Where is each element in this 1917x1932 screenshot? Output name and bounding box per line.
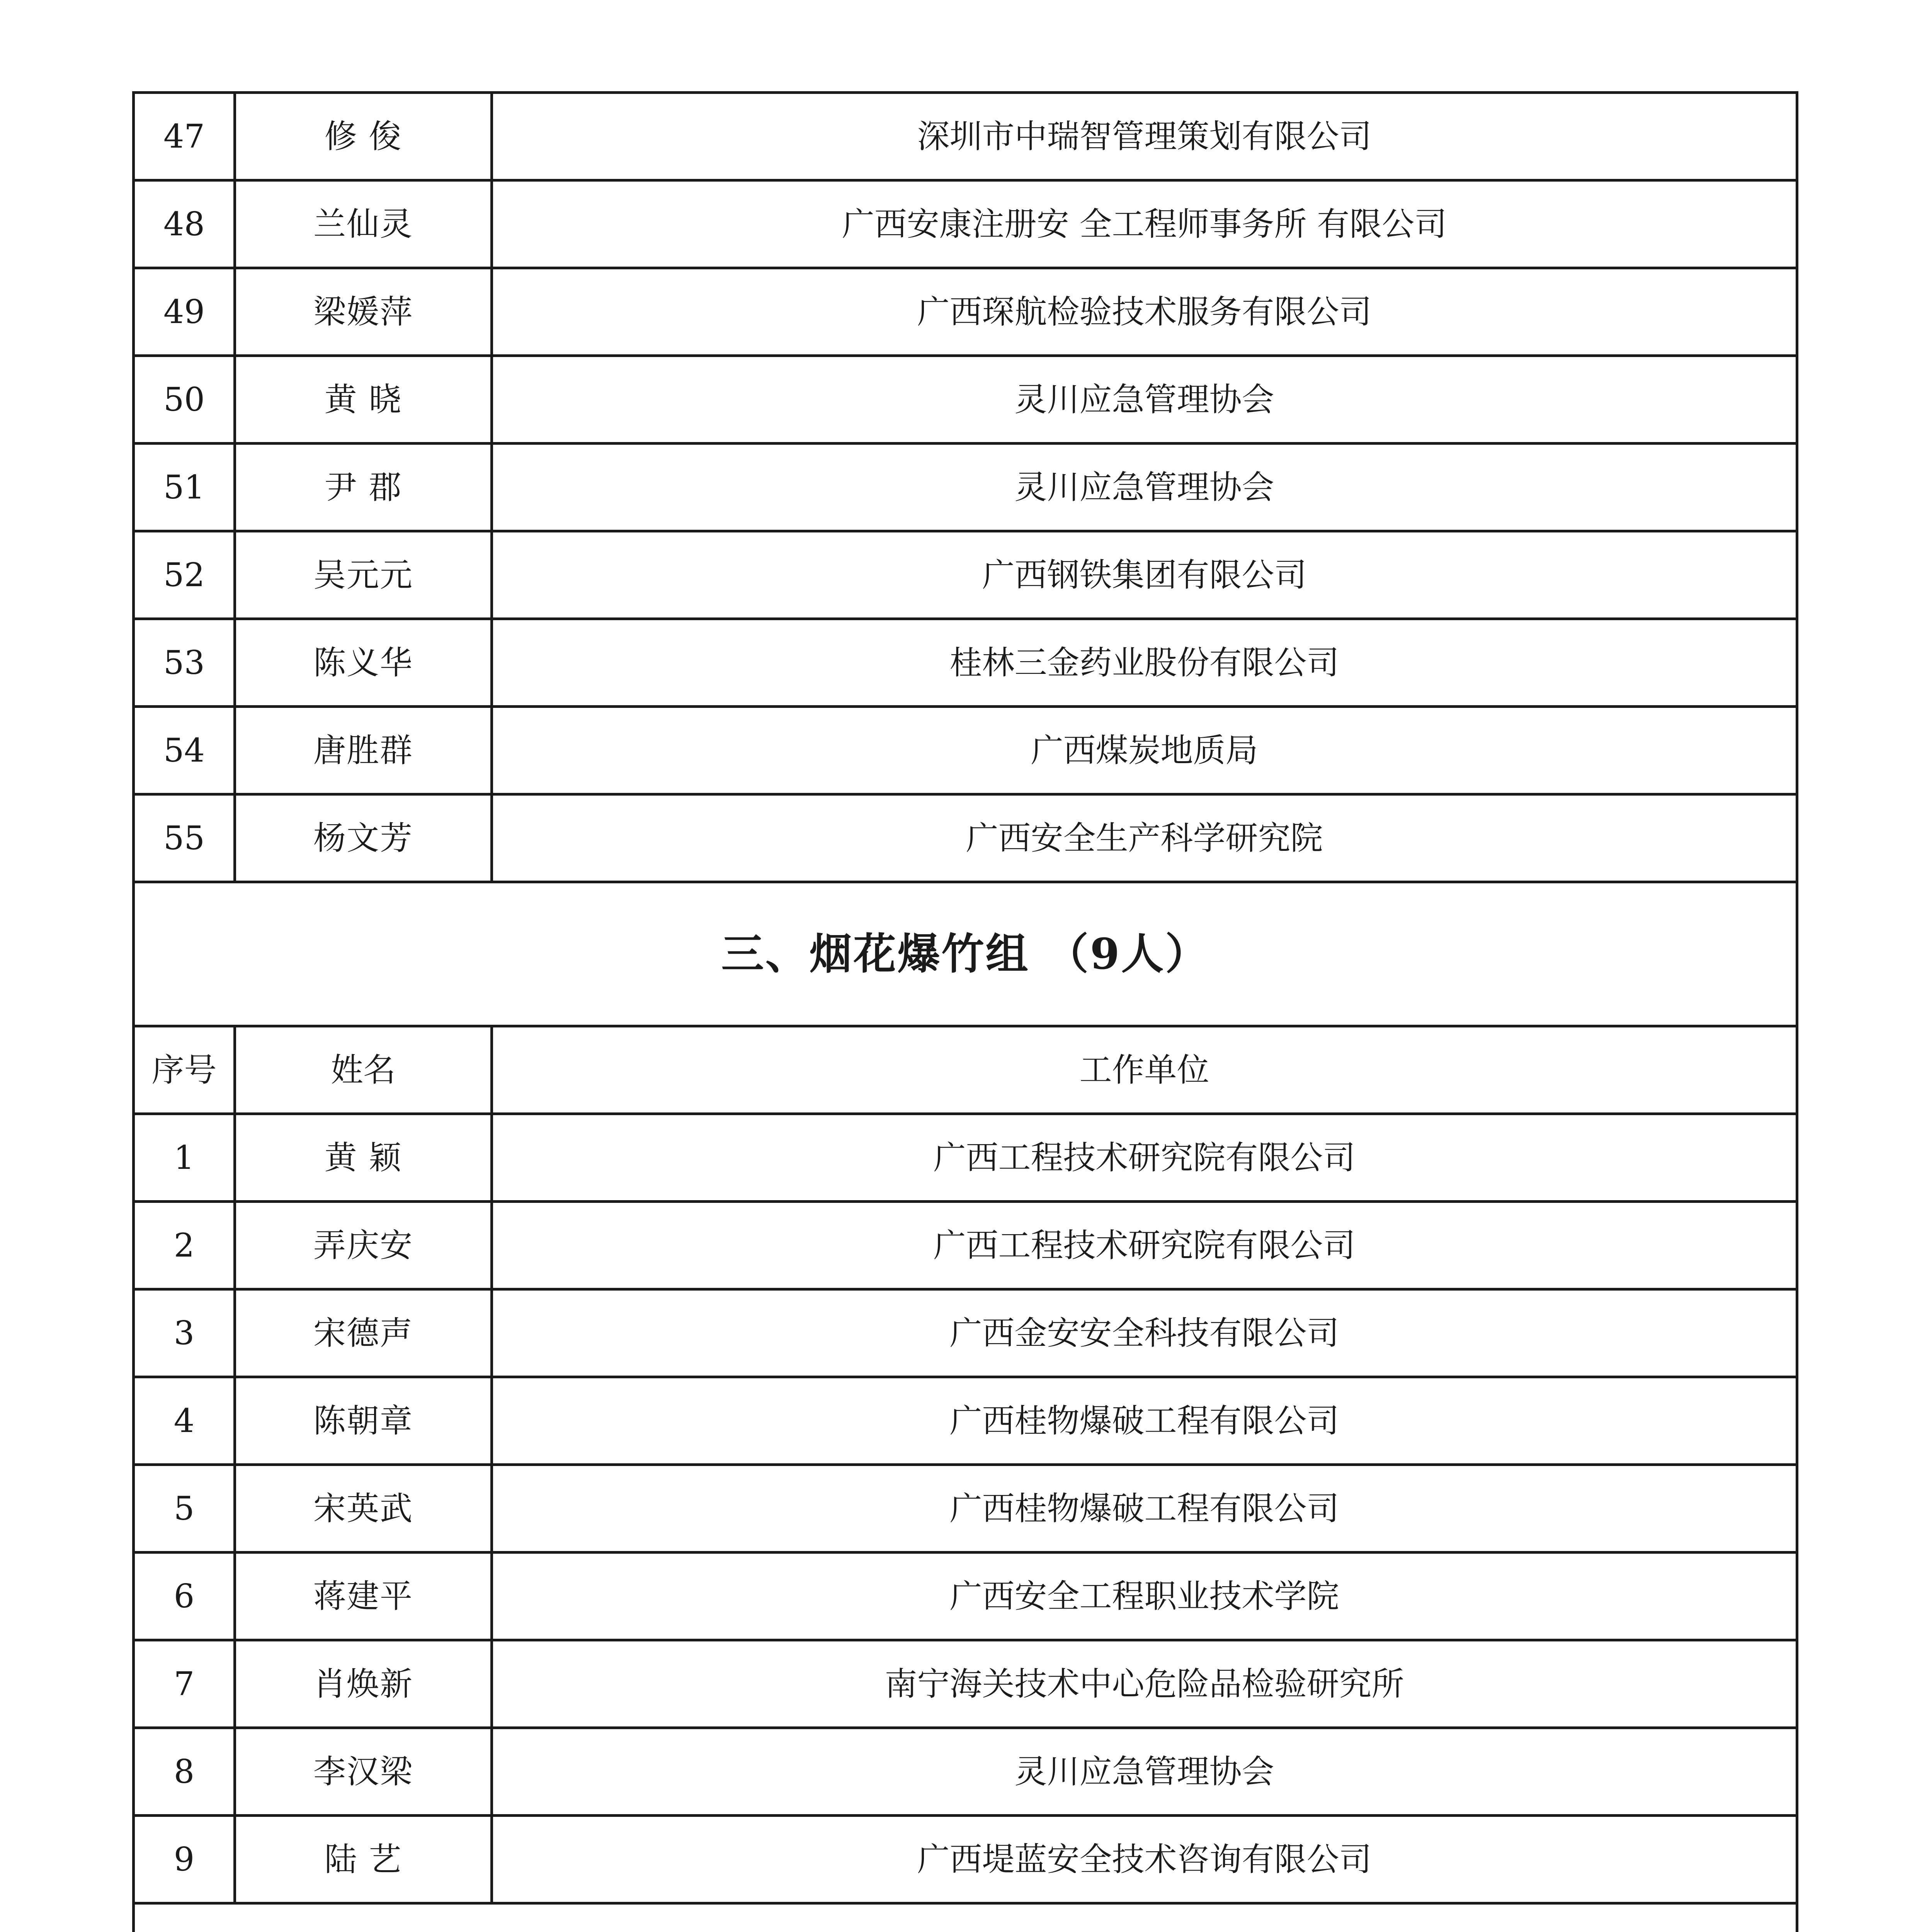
table-row (134, 1377, 1797, 1465)
table-row (134, 1289, 1797, 1377)
table-row (134, 180, 1797, 268)
column-header-name: 姓名 (235, 1026, 492, 1114)
serial-number-cell: 1 (134, 1114, 235, 1202)
person-name-cell: 杨文芳 (235, 794, 492, 882)
table-row (134, 444, 1797, 531)
work-unit-cell: 广西安全生产科学研究院 (492, 794, 1797, 882)
work-unit-cell: 广西琛航检验技术服务有限公司 (492, 268, 1797, 356)
serial-number-cell: 2 (134, 1202, 235, 1289)
person-name-cell: 陈朝章 (235, 1377, 492, 1465)
expert-table (132, 91, 1798, 1932)
person-name-cell: 陆 艺 (235, 1816, 492, 1903)
serial-number-cell: 4 (134, 1377, 235, 1465)
work-unit-cell: 广西工程技术研究院有限公司 (492, 1114, 1797, 1202)
table-row (134, 1640, 1797, 1728)
person-name-cell: 宋德声 (235, 1289, 492, 1377)
work-unit-cell: 广西安全工程职业技术学院 (492, 1553, 1797, 1640)
person-name-cell: 黄 晓 (235, 356, 492, 444)
person-name-cell: 尹 郡 (235, 444, 492, 531)
serial-number-cell: 7 (134, 1640, 235, 1728)
work-unit-cell: 广西堤蓝安全技术咨询有限公司 (492, 1816, 1797, 1903)
section-title: 三、烟花爆竹组 （9人） (134, 882, 1797, 1026)
serial-number-cell: 9 (134, 1816, 235, 1903)
section-title (134, 1903, 1797, 1932)
table-row (134, 619, 1797, 707)
serial-number-cell: 8 (134, 1728, 235, 1816)
work-unit-cell: 广西工程技术研究院有限公司 (492, 1202, 1797, 1289)
person-name-cell: 宋英武 (235, 1465, 492, 1553)
person-name-cell: 李汉梁 (235, 1728, 492, 1816)
serial-number-cell: 5 (134, 1465, 235, 1553)
person-name-cell: 吴元元 (235, 531, 492, 619)
table-row (134, 707, 1797, 794)
person-name-cell: 梁媛萍 (235, 268, 492, 356)
serial-number-cell: 6 (134, 1553, 235, 1640)
table-row (134, 1816, 1797, 1903)
section-title-row (134, 882, 1797, 1026)
expert-list-sheet (132, 91, 1796, 1932)
table-row (134, 1114, 1797, 1202)
serial-number-cell: 49 (134, 268, 235, 356)
serial-number-cell: 52 (134, 531, 235, 619)
column-header-serial: 序号 (134, 1026, 235, 1114)
work-unit-cell: 广西金安安全科技有限公司 (492, 1289, 1797, 1377)
person-name-cell: 兰仙灵 (235, 180, 492, 268)
table-row (134, 794, 1797, 882)
work-unit-cell: 灵川应急管理协会 (492, 356, 1797, 444)
work-unit-cell: 灵川应急管理协会 (492, 1728, 1797, 1816)
table-row (134, 1553, 1797, 1640)
table-row (134, 531, 1797, 619)
person-name-cell: 蒋建平 (235, 1553, 492, 1640)
table-row (134, 268, 1797, 356)
serial-number-cell: 3 (134, 1289, 235, 1377)
serial-number-cell: 48 (134, 180, 235, 268)
serial-number-cell: 47 (134, 93, 235, 180)
work-unit-cell: 灵川应急管理协会 (492, 444, 1797, 531)
person-name-cell: 唐胜群 (235, 707, 492, 794)
section-title-row (134, 1903, 1797, 1932)
work-unit-cell: 桂林三金药业股份有限公司 (492, 619, 1797, 707)
person-name-cell: 弄庆安 (235, 1202, 492, 1289)
serial-number-cell: 54 (134, 707, 235, 794)
work-unit-cell: 广西桂物爆破工程有限公司 (492, 1465, 1797, 1553)
serial-number-cell: 53 (134, 619, 235, 707)
person-name-cell: 黄 颖 (235, 1114, 492, 1202)
work-unit-cell: 广西安康注册安 全工程师事务所 有限公司 (492, 180, 1797, 268)
work-unit-cell: 广西煤炭地质局 (492, 707, 1797, 794)
table-header-row (134, 1026, 1797, 1114)
table-row (134, 1728, 1797, 1816)
work-unit-cell: 广西桂物爆破工程有限公司 (492, 1377, 1797, 1465)
column-header-unit: 工作单位 (492, 1026, 1797, 1114)
work-unit-cell: 深圳市中瑞智管理策划有限公司 (492, 93, 1797, 180)
serial-number-cell: 51 (134, 444, 235, 531)
table-row (134, 356, 1797, 444)
work-unit-cell: 广西钢铁集团有限公司 (492, 531, 1797, 619)
person-name-cell: 修 俊 (235, 93, 492, 180)
work-unit-cell: 南宁海关技术中心危险品检验研究所 (492, 1640, 1797, 1728)
person-name-cell: 陈义华 (235, 619, 492, 707)
serial-number-cell: 50 (134, 356, 235, 444)
table-row (134, 1465, 1797, 1553)
serial-number-cell: 55 (134, 794, 235, 882)
person-name-cell: 肖焕新 (235, 1640, 492, 1728)
table-row (134, 93, 1797, 180)
expert-table-body (134, 93, 1797, 1932)
table-row (134, 1202, 1797, 1289)
